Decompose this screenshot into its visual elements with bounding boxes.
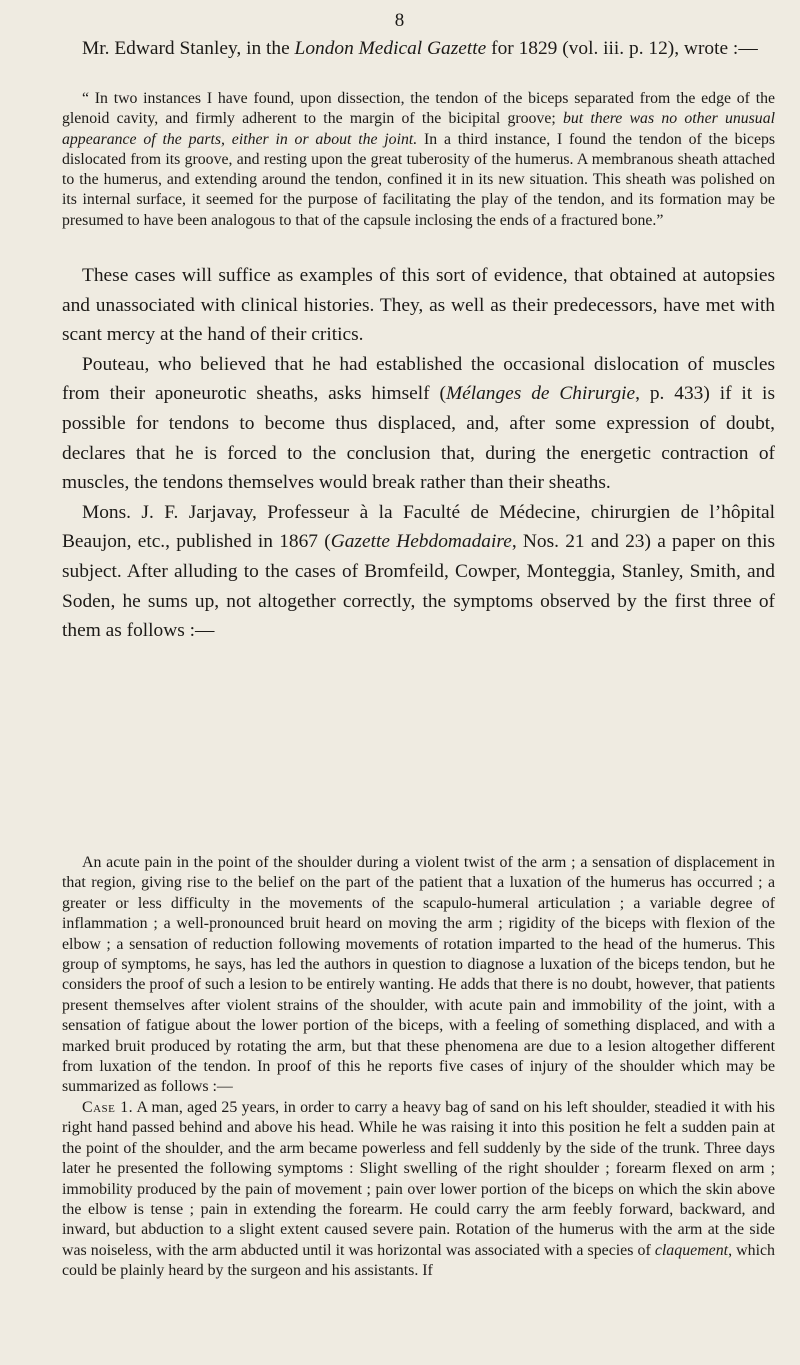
paragraph-symptoms: An acute pain in the point of the shoulder during a violent twist of the arm ; a sensation of displacement in that region, giving rise to the belief on the part of the patient that a luxation of the humerus has occurred ; a greater or less difficulty in the movements of the scapulo-humeral articulation ; a variable degree of inflammation ; a well-pronounced bruit heard on moving the arm ; rigidity of the biceps with flexion of the elbow ; a sensation of reduction following movements of rotation imparted to the head of the humerus. This group of symptoms, he says, has led the authors in question to diagnose a luxation of the biceps tendon, but he considers the proof of such a lesion to be entirely wanting. He adds that there is no doubt, however, that patients present themselves after violent strains of the shoulder, with acute pain and immobility of the joint, with a sensation of fatigue about the lower portion of the biceps, with a feeling of something displaced, and with a marked bruit produced by rotating the arm, but that these phenomena are due to a lesion altogether different from luxation of the tendon. In proof of this he reports five cases of injury of the shoulder which may be summarized as follows :—	[62, 854, 775, 1096]
paragraph-cases: These cases will suffice as examples of this sort of evidence, that obtained at autopsies and unassociated with clinical histories. They, as well as their predecessors, have met with scant mercy at the hand of their critics.	[62, 265, 775, 346]
stanley-quote	[62, 89, 775, 231]
jarjavay-italic: Gazette Hebdomadaire	[330, 531, 512, 553]
quote-part-1: “ In two instances I have found, upon dissection, the tendon of the biceps separated from the edge of the glenoid cavity, and firmly adherent to the margin of the bicipital groove;	[62, 90, 775, 128]
intro-paragraph	[62, 36, 775, 62]
jarjavay-after: , Nos. 21 and 23) a paper on this subject. After alluding to the cases of Bromfeild, Cowper, Monteggia, Stanley, Smith, and Soden, he sums up, not altogether correctly, the symptoms observed by the first three of them as follows :—	[62, 531, 776, 642]
paragraph-pouteau	[62, 350, 775, 498]
case-1-after: , which could be plainly heard by the surgeon and his assistants. If	[62, 1241, 775, 1280]
page-number: 8	[394, 10, 406, 31]
intro-author: Mr. Edward Stanley, in the	[82, 38, 295, 59]
case-1-label: Case 1.	[82, 1098, 134, 1116]
intro-journal: London Medical Gazette	[294, 38, 487, 59]
paragraph-jarjavay	[62, 498, 775, 646]
pouteau-before: Pouteau, who believed that he had established the occasional dislocation of muscles from their aponeurotic sheaths, asks himself (	[62, 353, 775, 405]
pouteau-italic: Mélanges de Chirurgie	[445, 383, 636, 405]
jarjavay-before: Mons. J. F. Jarjavay, Professeur à la Faculté de Médecine, chirurgien de l’hôpital Beaujon, etc., published in 1867 (	[62, 501, 775, 553]
case-1-italic: claquement	[654, 1241, 729, 1259]
intro-rest: for 1829 (vol. iii. p. 12), wrote :—	[486, 38, 758, 59]
quote-part-2: In a third instance, I found the tendon of the biceps dislocated from its groove, and resting upon the great tuberosity of the humerus. A membranous sheath attached to the humerus, and extending around the tendon, confined it in its new situation. This sheath was polished on its internal surface, it seemed for the purpose of facilitating the play of the tendon, and its formation may be presumed to have been analogous to that of the capsule inclosing the ends of a fractured bone.”	[62, 130, 776, 229]
body-paragraphs	[62, 261, 775, 646]
quote-italic: but there was no other unusual appearance of the parts, either in or about the joint.	[62, 110, 775, 148]
pouteau-after: , p. 433) if it is possible for tendons to become thus displaced, and, after some expression of doubt, declares that he is forced to the conclusion that, during the energetic contraction of muscles, the tendons themselves would break rather than their sheaths.	[62, 383, 775, 494]
case-1-before: A man, aged 25 years, in order to carry a heavy bag of sand on his left shoulder, steadied it with his right hand passed behind and above his head. While he was raising it into this position he felt a sudden pain at the point of the shoulder, and the arm became powerless and fell suddenly by the side of the trunk. Three days later he presented the following symptoms : Slight swelling of the right shoulder ; forearm flexed on arm ; immobility produced by the pain of movement ; pain over lower portion of the biceps on which the skin above the elbow is tense ; pain in extending the forearm. He could carry the arm feebly forward, backward, and inward, but abduction to a slight extent caused severe pain. Rotation of the humerus with the arm at the side was noiseless, with the arm abducted until it was horizontal was associated with a species of	[62, 1098, 775, 1259]
small-type-block	[62, 853, 775, 1282]
paragraph-case-1	[62, 1098, 775, 1282]
